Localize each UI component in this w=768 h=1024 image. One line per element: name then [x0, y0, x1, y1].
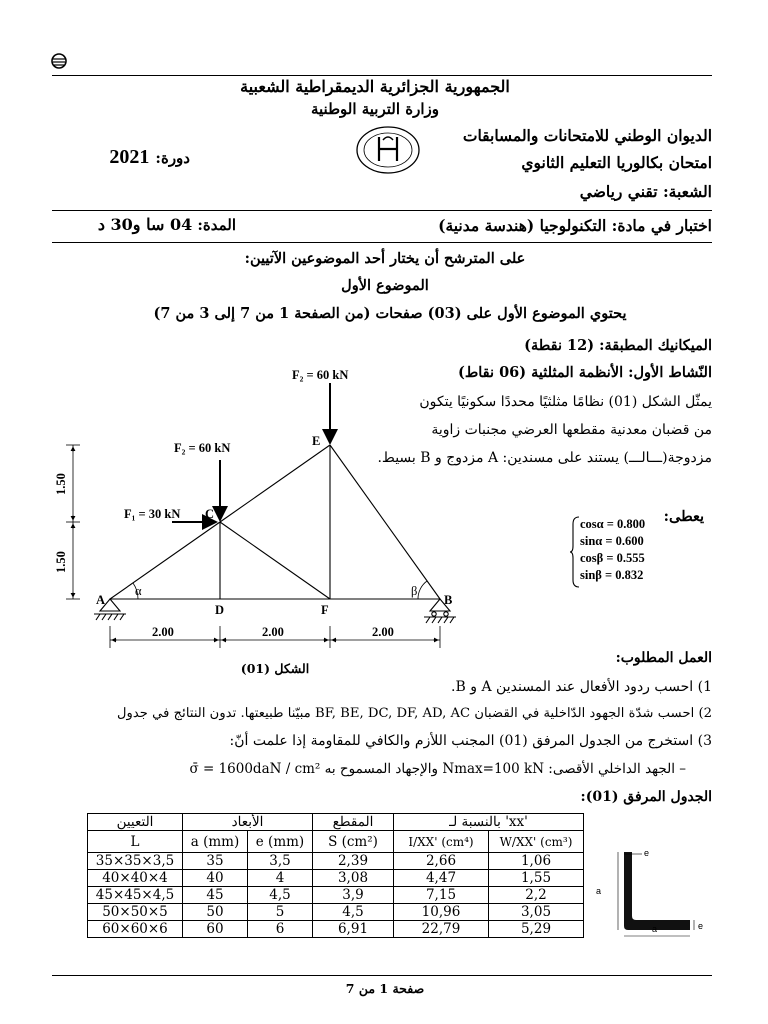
- duration-label: المدة:: [197, 216, 236, 234]
- profile-table: [87, 813, 584, 938]
- table-cell: 40: [183, 870, 248, 887]
- dim-h1: 2.00: [152, 625, 174, 639]
- table-cell: 4,47: [394, 870, 489, 887]
- table-group-header-row: [88, 814, 584, 831]
- table-cell: 5: [248, 904, 313, 921]
- sub-header-a: a (mm): [183, 831, 248, 853]
- header-office: الديوان الوطني للامتحانات والمسابقات: [462, 126, 712, 145]
- node-f: F: [321, 603, 329, 617]
- table-cell: 60: [183, 921, 248, 938]
- table-cell: 22,79: [394, 921, 489, 938]
- table-cell: 2,39: [313, 853, 394, 870]
- question-2: 2) احسب شدّة الجهود الدّاخلية في القضبان BF, BE, DC, DF, AD, AC مبيّنا طبيعتها. تدون النتائج في جدول: [116, 706, 712, 721]
- table-cell: 50×50×5: [88, 904, 183, 921]
- table-cell: 1,06: [489, 853, 584, 870]
- sub-header-s: S (cm²): [313, 831, 394, 853]
- label-f2-mid: F₂ = 60 kN: [174, 441, 231, 455]
- given-sin-alpha: sinα = 0.600: [580, 534, 644, 548]
- profile-e-right: e: [698, 921, 704, 931]
- dim-h2: 2.00: [262, 625, 284, 639]
- truss-bars: [110, 445, 440, 599]
- sub-header-l: L: [88, 831, 183, 853]
- node-e: E: [312, 434, 321, 448]
- sub-header-i: I/XX' (cm⁴): [394, 831, 489, 853]
- node-d: D: [215, 603, 225, 617]
- table-cell: 35×35×3,5: [88, 853, 183, 870]
- table-cell: 10,96: [394, 904, 489, 921]
- angle-profile-figure: [594, 840, 714, 940]
- angle-profile-shape: [624, 852, 690, 930]
- table-cell: 2,66: [394, 853, 489, 870]
- given-cos-alpha: cosα = 0.800: [580, 517, 646, 531]
- bar-cf: [220, 522, 330, 599]
- header-section: المقطع: [313, 814, 394, 831]
- angle-beta: β: [411, 584, 418, 598]
- profile-a-bottom: a: [652, 924, 658, 934]
- activity-heading: النّشاط الأول: الأنظمة المثلثية (06 نقاط): [457, 364, 712, 381]
- header-republic: الجمهورية الجزائرية الديمقراطية الشعبية: [240, 77, 510, 96]
- page-number: صفحة 1 من 7: [345, 981, 425, 996]
- table-cell: 45: [183, 887, 248, 904]
- node-c: C: [205, 507, 215, 521]
- mechanics-heading: الميكانيك المطبقة: (12 نقطة): [524, 337, 712, 354]
- table-title: الجدول المرفق (01):: [580, 789, 712, 805]
- dim-v2: 1.50: [54, 551, 68, 573]
- profile-e-top: e: [644, 848, 650, 858]
- topic-title: الموضوع الأول: [341, 277, 429, 294]
- bar-eb: [330, 445, 440, 599]
- bar-ac: [110, 522, 220, 599]
- bar-ce: [220, 445, 330, 522]
- given-cos-beta: cosβ = 0.555: [580, 551, 645, 565]
- header-exam: امتحان بكالوريا التعليم الثانوي: [521, 153, 712, 172]
- table-cell: 5,29: [489, 921, 584, 938]
- header-designation: التعيين: [88, 814, 183, 831]
- table-cell: 1,55: [489, 870, 584, 887]
- table-cell: 4: [248, 870, 313, 887]
- question-3-bullet: – الجهد الداخلي الأقصى: Nmax=100 kN والإجهاد المسموح به σ̄ = 1600daN / cm²: [189, 761, 686, 777]
- instruction: على المترشح أن يختار أحد الموضوعين الآتيين:: [244, 250, 526, 267]
- header-branch: الشعبة: تقني رياضي: [579, 182, 712, 201]
- given-label: يعطى:: [663, 508, 704, 525]
- label-f2-top: F₂ = 60 kN: [292, 368, 349, 382]
- table-row: [88, 870, 584, 887]
- work-heading: العمل المطلوب:: [615, 650, 712, 666]
- table-cell: 60×60×6: [88, 921, 183, 938]
- session-label: دورة:: [155, 149, 190, 167]
- dim-v1: 1.50: [54, 473, 68, 495]
- table-cell: 40×40×4: [88, 870, 183, 887]
- duration-value: 04 سا و30 د: [97, 215, 193, 234]
- table-sub-header-row: [88, 831, 584, 853]
- angle-alpha: α: [135, 584, 142, 598]
- table-row: [88, 921, 584, 938]
- table-row: [88, 887, 584, 904]
- table-cell: 45×45×4,5: [88, 887, 183, 904]
- description-line-2: من قضبان معدنية مقطعها العرضي مجنبات زاوية: [431, 422, 712, 438]
- label-f1: F₁ = 30 kN: [124, 507, 181, 521]
- session-year: 2021: [109, 146, 150, 168]
- table-cell: 6,91: [313, 921, 394, 938]
- table-cell: 4,5: [313, 904, 394, 921]
- given-sin-beta: sinβ = 0.832: [580, 568, 644, 582]
- header-ministry: وزارة التربية الوطنية: [310, 100, 439, 118]
- figure-caption: الشكل (01): [240, 661, 310, 676]
- table-row: [88, 853, 584, 870]
- table-cell: 3,5: [248, 853, 313, 870]
- table-cell: 6: [248, 921, 313, 938]
- sub-header-w: W/XX' (cm³): [489, 831, 584, 853]
- question-3: 3) استخرج من الجدول المرفق (01) المجنب اللأزم والكافي للمقاومة إذا علمت أنّ:: [229, 733, 712, 749]
- question-1: 1) احسب ردود الأفعال عند المسندين A و B.: [451, 679, 712, 695]
- table-cell: 3,08: [313, 870, 394, 887]
- header-xx-axis: بالنسبة لـ 'xx': [394, 814, 584, 831]
- header-dimensions: الأبعاد: [183, 814, 313, 831]
- table-cell: 35: [183, 853, 248, 870]
- table-cell: 2,2: [489, 887, 584, 904]
- dim-h3: 2.00: [372, 625, 394, 639]
- table-cell: 7,15: [394, 887, 489, 904]
- table-cell: 3,9: [313, 887, 394, 904]
- table-cell: 50: [183, 904, 248, 921]
- description-line-3: مزدوجة(ـــالـــ) يستند على مسندين: A مزدوج و B بسيط.: [377, 450, 712, 466]
- sub-header-e: e (mm): [248, 831, 313, 853]
- angle-beta-arc: [418, 581, 427, 599]
- table-cell: 4,5: [248, 887, 313, 904]
- node-a: A: [96, 593, 106, 607]
- node-b: B: [444, 593, 453, 607]
- description-line-1: يمثّل الشكل (01) نظامًا مثلثيًا محددًا سكونيًا يتكون: [419, 394, 712, 410]
- topic-pages: يحتوي الموضوع الأول على (03) صفحات (من الصفحة 1 من 7 إلى 3 من 7): [153, 305, 627, 322]
- table-cell: 3,05: [489, 904, 584, 921]
- profile-a-side: a: [596, 886, 602, 896]
- table-row: [88, 904, 584, 921]
- subject: اختبار في مادة: التكنولوجيا (هندسة مدنية): [438, 216, 712, 235]
